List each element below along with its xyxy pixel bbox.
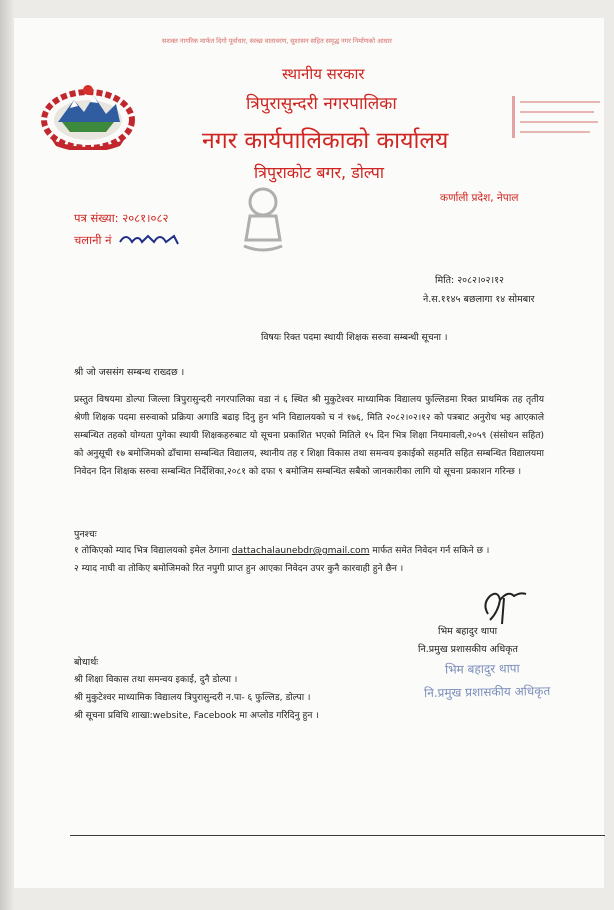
signatory-name: भिम बहादुर थापा	[438, 626, 498, 637]
cc-heading: बोधार्थः	[74, 657, 99, 668]
school-email-link[interactable]: dattachalaunebdr@gmail.com	[231, 546, 370, 556]
watermark-seal-icon	[236, 180, 290, 256]
dispatch-number-handwritten	[118, 230, 190, 248]
office-address: त्रिपुराकोट बगर, डोल्पा	[254, 163, 384, 182]
signatory-title: नि.प्रमुख प्रशासकीय अधिकृत	[418, 644, 518, 655]
notice-body: प्रस्तुत विषयमा डोल्पा जिल्ला त्रिपुरासुन्दरी नगरपालिका वडा नं ६ स्थित श्री मुकुटेश्वर माध्यामिक विद्यालय फुल्लिडमा रिक्त प्राथमिक तह तृतीय श्रेणी शिक्षक पदमा सरुवाको प्रक्रिया अगाडि बढाइ दिनु हुन भनि विद्यालयको च नं १७६, मिति २०८२।०२।१२ को पत्रबाट अनुरोध भइ आएकाले सम्बन्धित तहको योग्यता पुगेका स्थायी शिक्षकहरुबाट यो सूचना प्रकाशित भएको मितिले १५ दिन भित्र शिक्षा नियमावली,२०५९ (संसोधन सहित) को अनुसूची १७ बमोजिमको ढाँचामा सम्बन्धित विद्यालय, स्थानीय तह र शिक्षा विकास तथा समन्वय इकाईको सहमति सहित सम्बन्धित विद्यालयमा निवेदन दिन शिक्षक सरुवा सम्बन्धित निर्देशिका,२०८१ को दफा ९ बमोजिम सम्बन्धित सबैको जानकारीका लागि यो सूचना प्रकाशन गरिन्छ ।	[74, 395, 544, 477]
footer-rule	[70, 835, 605, 836]
cc-item: श्री मुकुटेश्वर माध्यामिक विद्यालय त्रिपुरासुन्दरी न.पा- ६ फुल्लिड, डोल्पा ।	[74, 693, 311, 703]
province-text: कर्णाली प्रदेश, नेपाल	[440, 192, 519, 204]
postscript-item-1-suffix: मार्फत समेत निवेदन गर्न सकिने छ ।	[369, 546, 490, 556]
letter-number: पत्र संख्या: २०८१।०८२	[74, 211, 169, 225]
subject-line: विषयः रिक्त पदमा स्थायी शिक्षक सरुवा सम्बन्धी सूचना ।	[261, 332, 448, 343]
date-bs: मिति: २०८२।०२।१२	[435, 275, 504, 286]
cc-item: श्री शिक्षा विकास तथा समन्वय इकाई, दुनै डोल्पा ।	[74, 675, 238, 685]
stamp-name: भिम बहादुर थापा	[444, 661, 520, 677]
government-title: स्थानीय सरकार	[282, 65, 365, 83]
postscript-item-2: २ म्याद नाघी वा तोकिए बमोजिमको रित नपुगी प्राप्त हुन आएका निवेदन उपर कुनै कारवाही हुने छैन ।	[74, 564, 404, 574]
nepal-emblem-icon	[40, 82, 136, 150]
cc-item: श्री सूचना प्रविधि शाखा:website, Facebook मा अप्लोड गरिदिनु हुन ।	[74, 711, 319, 721]
stamp-title: नि.प्रमुख प्रशासकीय अधिकृत	[423, 683, 551, 701]
municipality-name: त्रिपुरासुन्दरी नगरपालिका	[246, 94, 397, 114]
postscript-heading: पुनश्चः	[74, 529, 97, 540]
postscript-item-1-prefix: १ तोकिएको म्याद भित्र विद्यालयको इमेल ठेगाना	[74, 546, 232, 556]
scan-shadow	[0, 0, 14, 910]
greeting: श्री जो जससंग सम्बन्ध राख्दछ ।	[74, 367, 185, 378]
dispatch-number-label: चलानी नं	[74, 233, 112, 247]
contact-strip	[512, 94, 604, 140]
office-name: नगर कार्यपालिकाको कार्यालय	[202, 128, 449, 154]
postscript-item-1	[74, 543, 489, 556]
date-ns: ने.स.११४५ बछलागा १४ सोमबार	[423, 294, 535, 305]
letterhead-motto: सशक्त नागरिक मार्फत दिगो पूर्वाधार, स्वच्छ वातावरण, सुशासन सहित समृद्ध नगर निर्माणको आधार	[162, 37, 392, 45]
